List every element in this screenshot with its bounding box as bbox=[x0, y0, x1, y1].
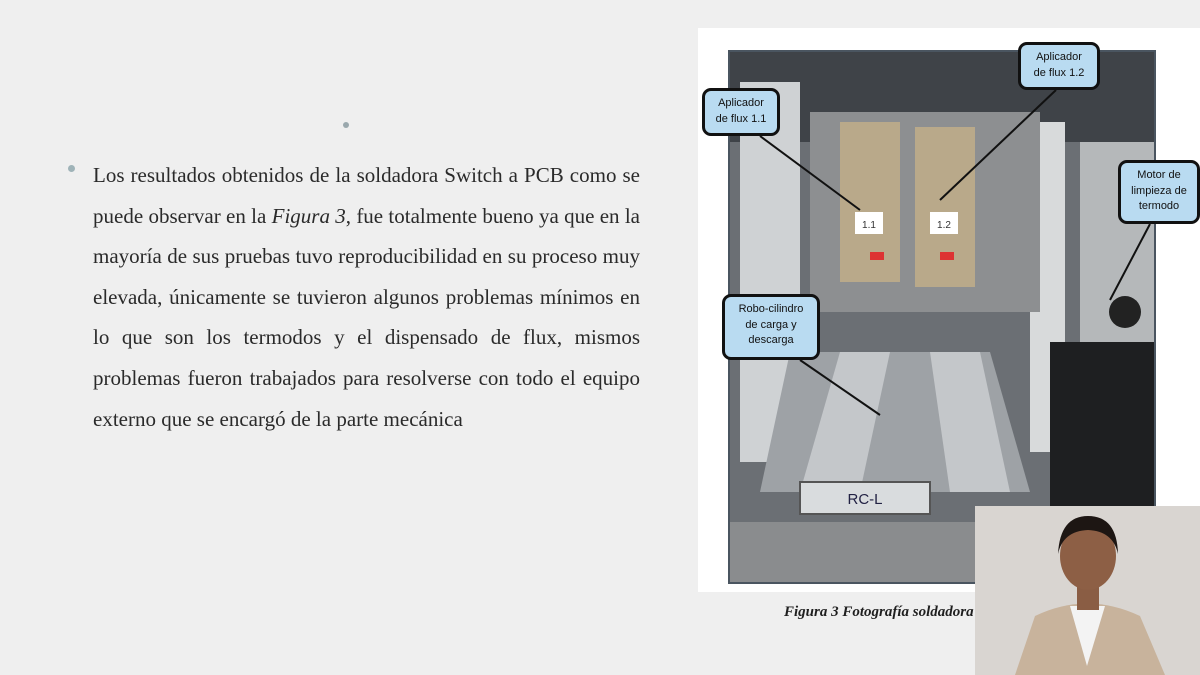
head-label-2: 1.2 bbox=[937, 220, 951, 231]
figure-caption: Figura 3 Fotografía soldadora bbox=[784, 604, 974, 620]
callout-robo-cylinder: Robo-cilindro de carga y descarga bbox=[722, 294, 820, 360]
callout-flux-applicator-1-2: Aplicador de flux 1.2 bbox=[1018, 42, 1100, 90]
callout-cleaning-motor: Motor de limpieza de termodo bbox=[1118, 160, 1200, 224]
figure-reference: Figura 3 bbox=[271, 203, 346, 228]
paragraph-part-1: Los resultados obtenidos de la soldadora Switch a PCB como se puede observar en la bbox=[93, 163, 640, 228]
rail-label: RC-L bbox=[847, 491, 883, 508]
paragraph-part-2: , fue totalmente bueno ya que en la mayoría de sus pruebas tuvo reproducibilidad en su proceso muy elevada, únicamente se tuvieron algunos problemas mínimos en lo que son los termodos y el dispensado de flux, mismos problemas fueron trabajados para resolverse con todo el equipo externo que se encargó de la parte mecánica bbox=[93, 203, 640, 431]
callout-flux-applicator-1-1: Aplicador de flux 1.1 bbox=[702, 88, 780, 136]
head-label-1: 1.1 bbox=[862, 220, 876, 231]
presenter-webcam bbox=[975, 506, 1200, 675]
